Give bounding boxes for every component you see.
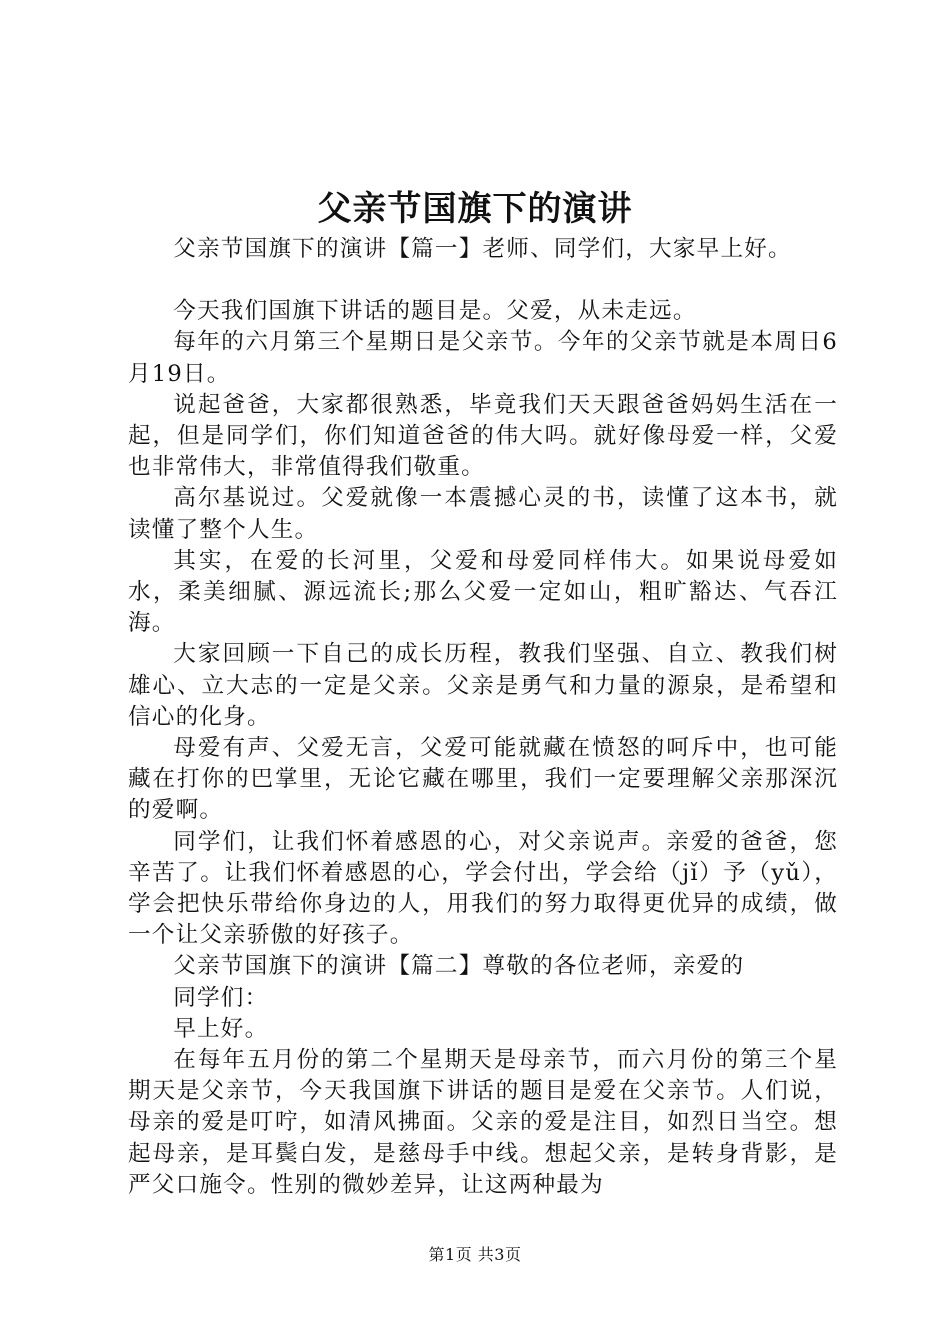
paragraph-7: 大家回顾一下自己的成长历程，教我们坚强、自立、教我们树雄心、立大志的一定是父亲。父亲是勇气和力量的源泉，是希望和信心的化身。 [128,641,838,730]
paragraph-1: 父亲节国旗下的演讲【篇一】老师、同学们，大家早上好。 [173,236,792,262]
paragraph-12: 早上好。 [173,1015,269,1042]
paragraph-10: 父亲节国旗下的演讲【篇二】尊敬的各位老师，亲爱的 [173,953,745,980]
paragraph-9: 同学们，让我们怀着感恩的心，对父亲说声。亲爱的爸爸，您辛苦了。让我们怀着感恩的心，学会付出，学会给（jǐ）予（yǔ），学会把快乐带给你身边的人，用我们的努力取得更优异的成绩，做一个让父亲骄傲的好孩子。 [128,828,838,949]
paragraph-13: 在每年五月份的第二个星期天是母亲节，而六月份的第三个星期天是父亲节，今天我国旗下讲话的题目是爱在父亲节。人们说，母亲的爱是叮咛，如清风拂面。父亲的爱是注目，如烈日当空。想起母亲，是耳鬓白发，是慈母手中线。想起父亲，是转身背影，是严父口施令。性别的微妙差异，让这两种最为 [128,1047,838,1198]
paragraph-11: 同学们： [173,984,269,1011]
document-title: 父亲节国旗下的演讲 [317,189,633,229]
document-body [128,234,838,1201]
page-footer: 第1页 共3页 [428,1245,522,1264]
paragraph-2: 今天我们国旗下讲话的题目是。父爱，从未走远。 [173,298,697,325]
paragraph-3: 每年的六月第三个星期日是父亲节。今年的父亲节就是本周日6月19日。 [128,329,838,387]
paragraph-4: 说起爸爸，大家都很熟悉，毕竟我们天天跟爸爸妈妈生活在一起，但是同学们，你们知道爸爸的伟大吗。就好像母爱一样，父爱也非常伟大，非常值得我们敬重。 [128,391,838,481]
paragraph-6: 其实，在爱的长河里，父爱和母爱同样伟大。如果说母爱如水，柔美细腻、源远流长;那么父爱一定如山，粗旷豁达、气吞江海。 [128,547,838,637]
paragraph-8: 母爱有声、父爱无言，父爱可能就藏在愤怒的呵斥中，也可能藏在打你的巴掌里，无论它藏在哪里，我们一定要理解父亲那深沉的爱啊。 [128,735,838,824]
paragraph-5: 高尔基说过。父爱就像一本震撼心灵的书，读懂了这本书，就读懂了整个人生。 [128,485,838,543]
